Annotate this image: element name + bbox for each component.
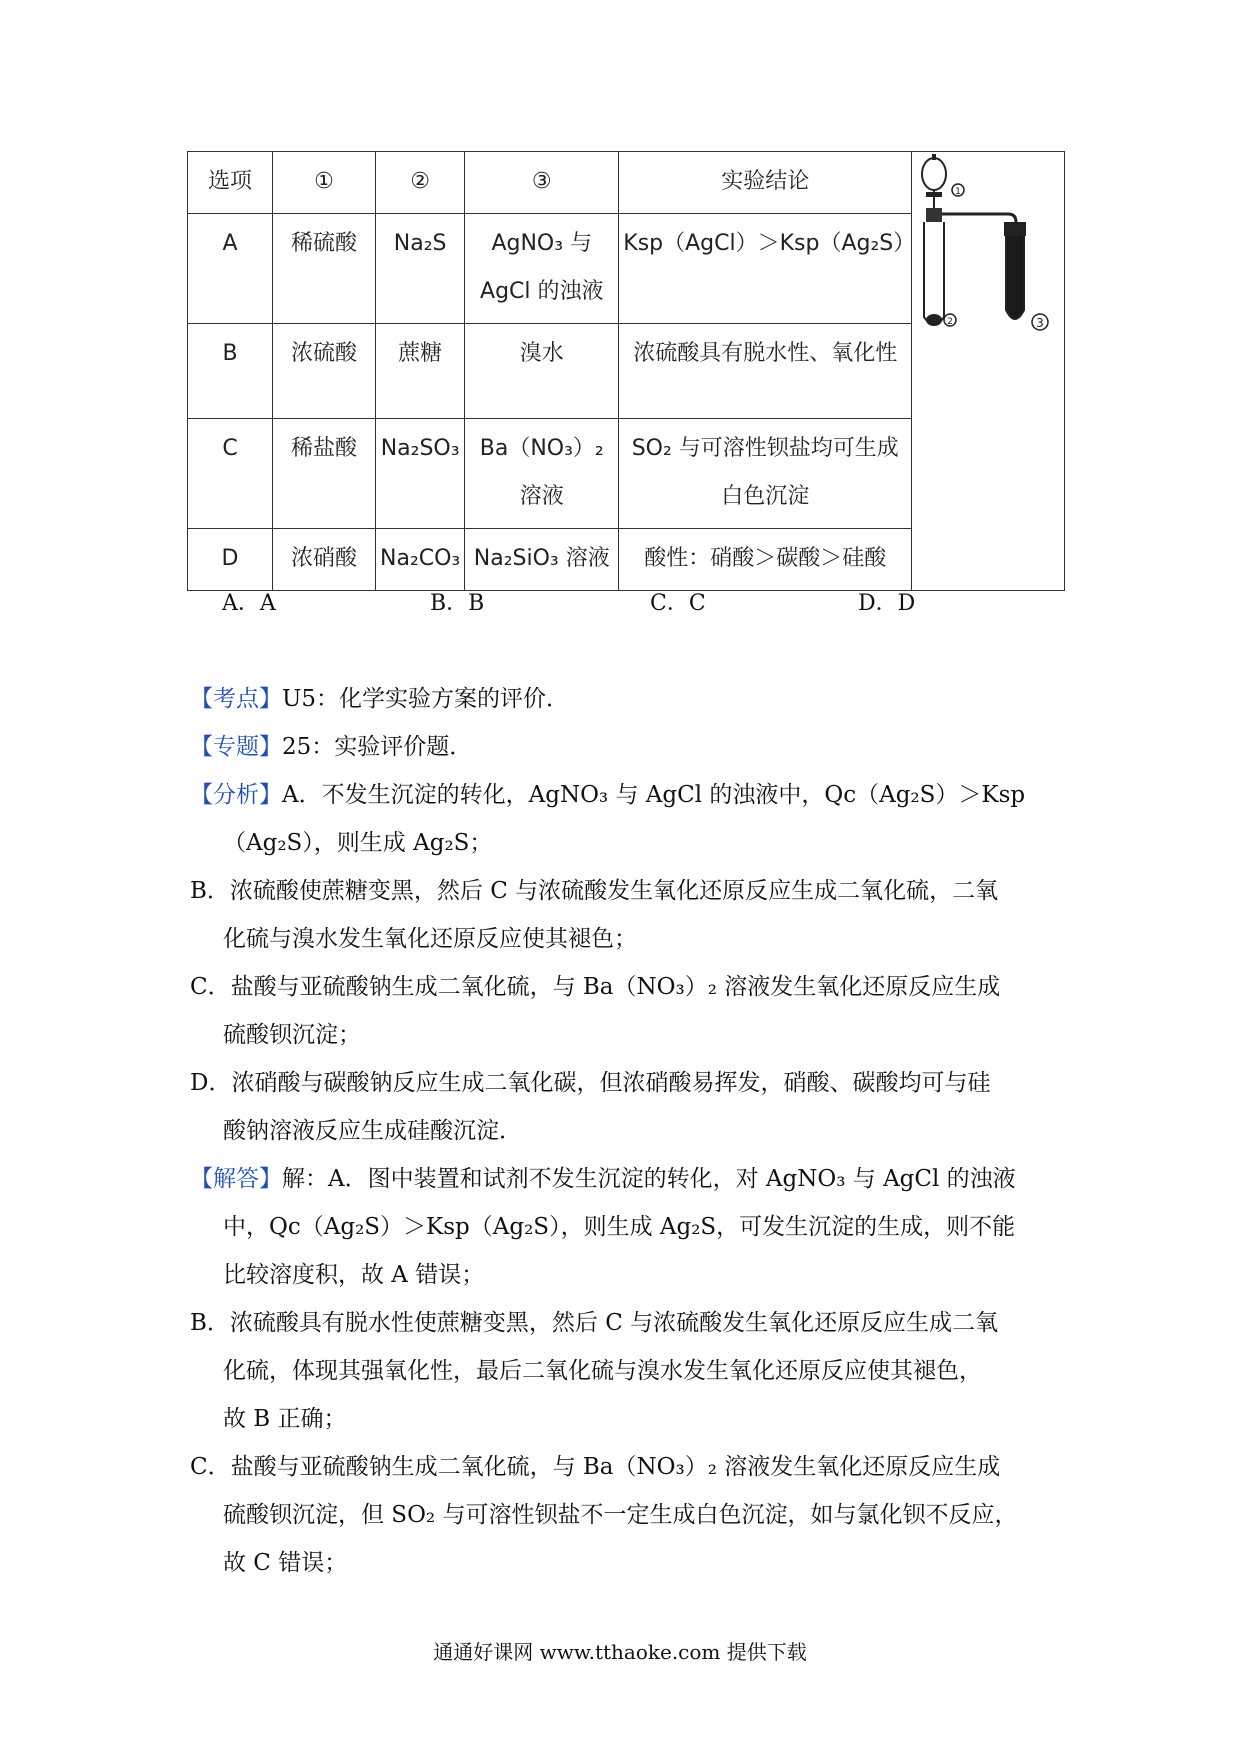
conclusion: Ksp（AgCl）＞Ksp（Ag₂S）	[619, 213, 912, 324]
fenxi-b-line2: 化硫与溴水发生氧化还原反应使其褪色；	[223, 926, 637, 952]
fenxi-b-line1: B．浓硫酸使蔗糖变黑，然后 C 与浓硫酸发生氧化还原反应生成二氧化硫，二氧	[190, 878, 999, 904]
reagent-1: 浓硝酸	[273, 529, 376, 591]
header-option: 选项	[188, 152, 273, 214]
fenxi-tag: 【分析】	[190, 782, 282, 808]
choice-a: A．A	[222, 591, 276, 616]
row-option: B	[188, 324, 273, 418]
kaodian-section	[190, 675, 1070, 723]
jieda-c-line2: 硫酸钡沉淀，但 SO₂ 与可溶性钡盐不一定生成白色沉淀，如与氯化钡不反应，	[223, 1502, 1018, 1528]
kaodian-text: U5：化学实验方案的评价．	[282, 686, 570, 712]
fenxi-line	[190, 771, 1070, 819]
apparatus-drawing	[912, 152, 1064, 572]
svg-text:3: 3	[1036, 316, 1045, 330]
fenxi-section	[190, 771, 1070, 1155]
table-header-row	[188, 152, 1065, 214]
reagent-2: Na₂S	[376, 213, 465, 324]
zhuanti-section	[190, 723, 1070, 771]
jieda-tag: 【解答】	[190, 1166, 282, 1192]
choice-b: B．B	[430, 591, 485, 616]
conclusion: 浓硫酸具有脱水性、氧化性	[619, 324, 912, 418]
reagent-1: 稀硫酸	[273, 213, 376, 324]
reagent-3: 溴水	[465, 324, 619, 418]
jieda-c-line3: 故 C 错误；	[223, 1550, 348, 1576]
jieda-b-line2: 化硫，体现其强氧化性，最后二氧化硫与溴水发生氧化还原反应使其褪色，	[223, 1358, 982, 1384]
fenxi-d-line2: 酸钠溶液反应生成硅酸沉淀．	[223, 1118, 522, 1144]
choice-d: D．D	[858, 591, 916, 616]
jieda-b-line3: 故 B 正确；	[223, 1406, 347, 1432]
choice-c: C．C	[650, 591, 706, 616]
jieda-a-line3: 比较溶度积，故 A 错误；	[223, 1262, 485, 1288]
fenxi-a-line1: A．不发生沉淀的转化，AgNO₃ 与 AgCl 的浊液中，Qc（Ag₂S）＞Ksp	[282, 782, 1026, 808]
row-option: A	[188, 213, 273, 324]
page-footer: 通通好课网 www.tthaoke.com 提供下载	[433, 1640, 807, 1664]
conclusion: 酸性：硝酸＞碳酸＞硅酸	[619, 529, 912, 591]
row-option: D	[188, 529, 273, 591]
header-reagent-1: ①	[273, 152, 376, 214]
jieda-line	[190, 1155, 1070, 1203]
jieda-c-line1: C．盐酸与亚硫酸钠生成二氧化硫，与 Ba（NO₃）₂ 溶液发生氧化还原反应生成	[190, 1454, 1001, 1480]
jieda-a-line1: 解：A．图中装置和试剂不发生沉淀的转化，对 AgNO₃ 与 AgCl 的浊液	[282, 1166, 1016, 1192]
fenxi-c-line2: 硫酸钡沉淀；	[223, 1022, 361, 1048]
zhuanti-tag: 【专题】	[190, 734, 282, 760]
experiment-table	[187, 151, 1065, 591]
fenxi-d-line1: D．浓硝酸与碳酸钠反应生成二氧化碳，但浓硝酸易挥发，硝酸、碳酸均可与硅	[190, 1070, 991, 1096]
header-conclusion: 实验结论	[619, 152, 912, 214]
reagent-2: 蔗糖	[376, 324, 465, 418]
jieda-section	[190, 1155, 1070, 1587]
svg-text:1: 1	[955, 187, 962, 197]
reagent-3: Ba（NO₃）₂ 溶液	[465, 418, 619, 529]
conclusion: SO₂ 与可溶性钡盐均可生成白色沉淀	[619, 418, 912, 529]
reagent-2: Na₂CO₃	[376, 529, 465, 591]
reagent-2: Na₂SO₃	[376, 418, 465, 529]
svg-text:2: 2	[947, 317, 954, 327]
header-reagent-2: ②	[376, 152, 465, 214]
reagent-3: AgNO₃ 与 AgCl 的浊液	[465, 213, 619, 324]
header-reagent-3: ③	[465, 152, 619, 214]
row-option: C	[188, 418, 273, 529]
fenxi-a-line2: （Ag₂S），则生成 Ag₂S；	[223, 830, 493, 856]
apparatus-figure	[912, 152, 1065, 591]
reagent-3: Na₂SiO₃ 溶液	[465, 529, 619, 591]
kaodian-tag: 【考点】	[190, 686, 282, 712]
zhuanti-text: 25：实验评价题．	[282, 734, 473, 760]
reagent-1: 浓硫酸	[273, 324, 376, 418]
jieda-b-line1: B．浓硫酸具有脱水性使蔗糖变黑，然后 C 与浓硫酸发生氧化还原反应生成二氧	[190, 1310, 999, 1336]
reagent-1: 稀盐酸	[273, 418, 376, 529]
fenxi-c-line1: C．盐酸与亚硫酸钠生成二氧化硫，与 Ba（NO₃）₂ 溶液发生氧化还原反应生成	[190, 974, 1001, 1000]
jieda-a-line2: 中，Qc（Ag₂S）＞Ksp（Ag₂S），则生成 Ag₂S，可发生沉淀的生成，则不能	[223, 1214, 1016, 1240]
